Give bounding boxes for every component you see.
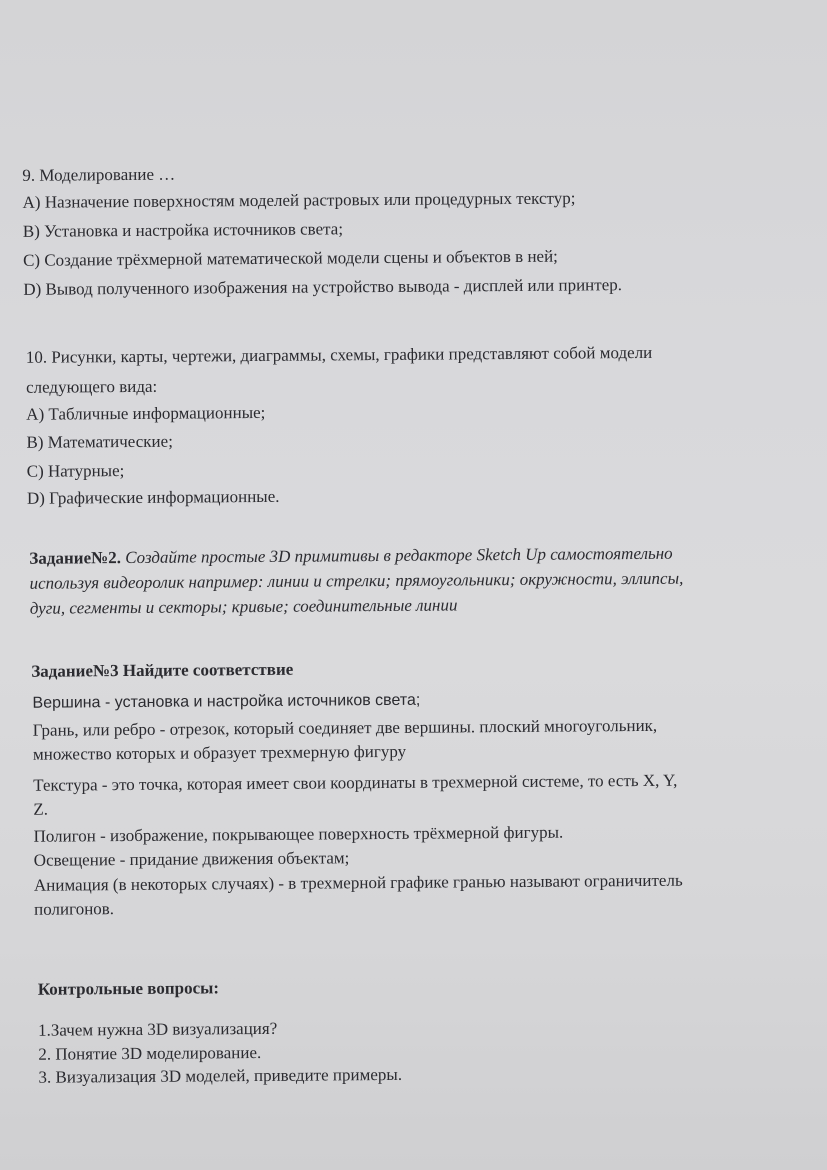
q9-option-d: D) Вывод полученного изображения на устройство вывода - дисплей или принтер. xyxy=(23,275,623,299)
task3-line-polygon: Полигон - изображение, покрывающее поверхность трёхмерной фигуры. xyxy=(33,822,564,846)
task2-line1 xyxy=(29,544,672,569)
task3-line-texture-cont: Z. xyxy=(33,799,49,819)
task3-line-vertex: Вершина - установка и настройка источников света; xyxy=(32,691,421,712)
q9-title: 9. Моделирование … xyxy=(22,164,176,185)
task2-text-line1: Создайте простые 3D примитивы в редакторе Sketch Up самостоятельно xyxy=(125,543,673,568)
q10-title-line1: 10. Рисунки, карты, чертежи, диаграммы, схемы, графики представляют собой модели xyxy=(25,342,653,367)
q9-option-c: C) Создание трёхмерной математической модели сцены и объектов в ней; xyxy=(22,246,558,270)
task3-line-animation: Анимация (в некоторых случаях) - в трехмерной графике гранью называют ограничитель xyxy=(33,870,683,895)
control-question-3: 3. Визуализация 3D моделей, приведите примеры. xyxy=(38,1064,403,1087)
q10-option-a: A) Табличные информационные; xyxy=(26,402,266,424)
q9-option-b: B) Установка и настройка источников света; xyxy=(22,219,344,241)
control-question-2: 2. Понятие 3D моделирование. xyxy=(38,1042,262,1064)
task3-line-edge-cont: множество которых и образует трехмерную фигуру xyxy=(32,741,407,764)
task2-text-line3: дуги, сегменты и секторы; кривые; соединительные линии xyxy=(29,595,458,618)
control-title: Контрольные вопросы: xyxy=(37,978,220,999)
q10-option-c: C) Натурные; xyxy=(26,461,125,481)
task2-text-line2: используя видеоролик например: линии и стрелки; прямоугольники; окружности, эллипсы, xyxy=(29,568,684,593)
task3-title: Задание№3 Найдите соответствие xyxy=(31,659,294,681)
task3-line-edge: Грань, или ребро - отрезок, который соединяет две вершины. плоский многоугольник, xyxy=(32,715,658,740)
task3-line-lighting: Освещение - придание движения объектам; xyxy=(33,848,350,870)
q10-option-d: D) Графические информационные. xyxy=(26,486,280,508)
q9-option-a: A) Назначение поверхностям моделей растровых или процедурных текстур; xyxy=(22,188,576,212)
q10-title-line2: следующего вида: xyxy=(25,376,158,397)
task2-label: Задание№2. xyxy=(29,548,122,568)
control-question-1: 1.Зачем нужна 3D визуализация? xyxy=(38,1018,278,1040)
task3-line-animation-cont: полигонов. xyxy=(34,899,115,919)
q10-option-b: B) Математические; xyxy=(26,431,173,452)
task3-line-texture: Текстура - это точка, которая имеет свои координаты в трехмерной системе, то есть X, Y, xyxy=(33,770,678,795)
